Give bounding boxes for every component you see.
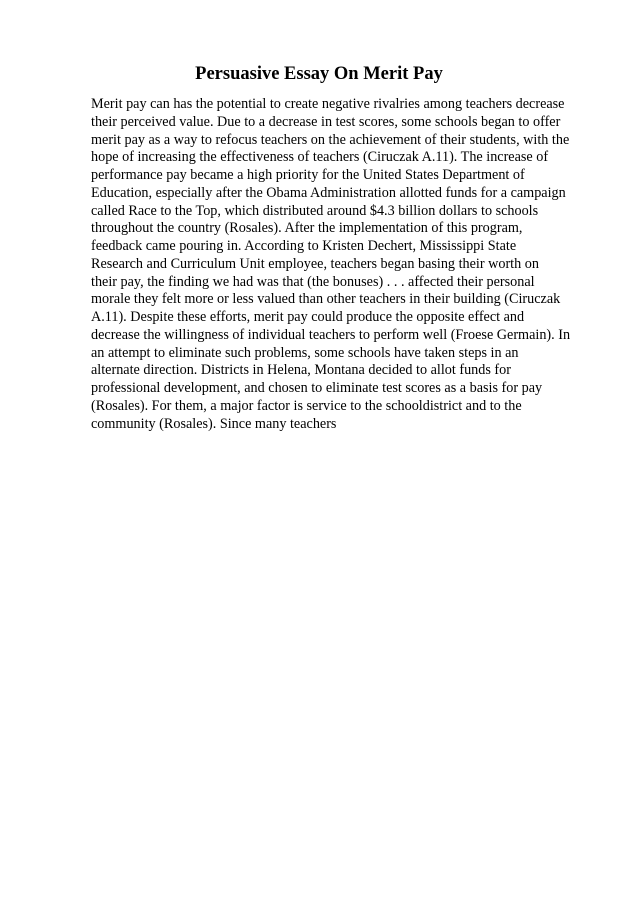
body-line: their pay, the finding we had was that (the bonuses) . . . affected their personal bbox=[91, 273, 535, 290]
body-line: called Race to the Top, which distributed around $4.3 billion dollars to schools bbox=[91, 202, 539, 219]
body-line: their perceived value. Due to a decrease in test scores, some schools began to offer bbox=[91, 113, 561, 130]
body-line: Merit pay can has the potential to create negative rivalries among teachers decrease bbox=[91, 96, 565, 112]
body-line: Education, especially after the Obama Administration allotted funds for a campaign bbox=[91, 184, 566, 201]
body-line: Research and Curriculum Unit employee, teachers began basing their worth on bbox=[91, 255, 539, 272]
body-line: feedback came pouring in. According to Kristen Dechert, Mississippi State bbox=[91, 238, 517, 254]
body-line: hope of increasing the effectiveness of teachers (Ciruczak A.11). The increase of bbox=[91, 149, 549, 166]
document-body bbox=[91, 96, 591, 433]
body-line: an attempt to eliminate such problems, some schools have taken steps in an bbox=[91, 344, 519, 361]
body-line: (Rosales). For them, a major factor is service to the schooldistrict and to the bbox=[91, 397, 522, 414]
body-line: community (Rosales). Since many teachers bbox=[91, 415, 337, 432]
body-line: morale they felt more or less valued than other teachers in their building (Ciruczak bbox=[91, 291, 561, 308]
body-line: A.11). Despite these efforts, merit pay could produce the opposite effect and bbox=[91, 309, 525, 325]
body-line: performance pay became a high priority for the United States Department of bbox=[91, 167, 525, 183]
body-line: decrease the willingness of individual teachers to perform well (Froese Germain). In bbox=[91, 326, 571, 343]
body-line: alternate direction. Districts in Helena, Montana decided to allot funds for bbox=[91, 362, 511, 379]
document-title: Persuasive Essay On Merit Pay bbox=[195, 64, 443, 84]
body-line: merit pay as a way to refocus teachers on the achievement of their students, with the bbox=[91, 131, 570, 148]
body-line: professional development, and chosen to eliminate test scores as a basis for pay bbox=[91, 380, 543, 396]
body-line: throughout the country (Rosales). After the implementation of this program, bbox=[91, 220, 523, 237]
